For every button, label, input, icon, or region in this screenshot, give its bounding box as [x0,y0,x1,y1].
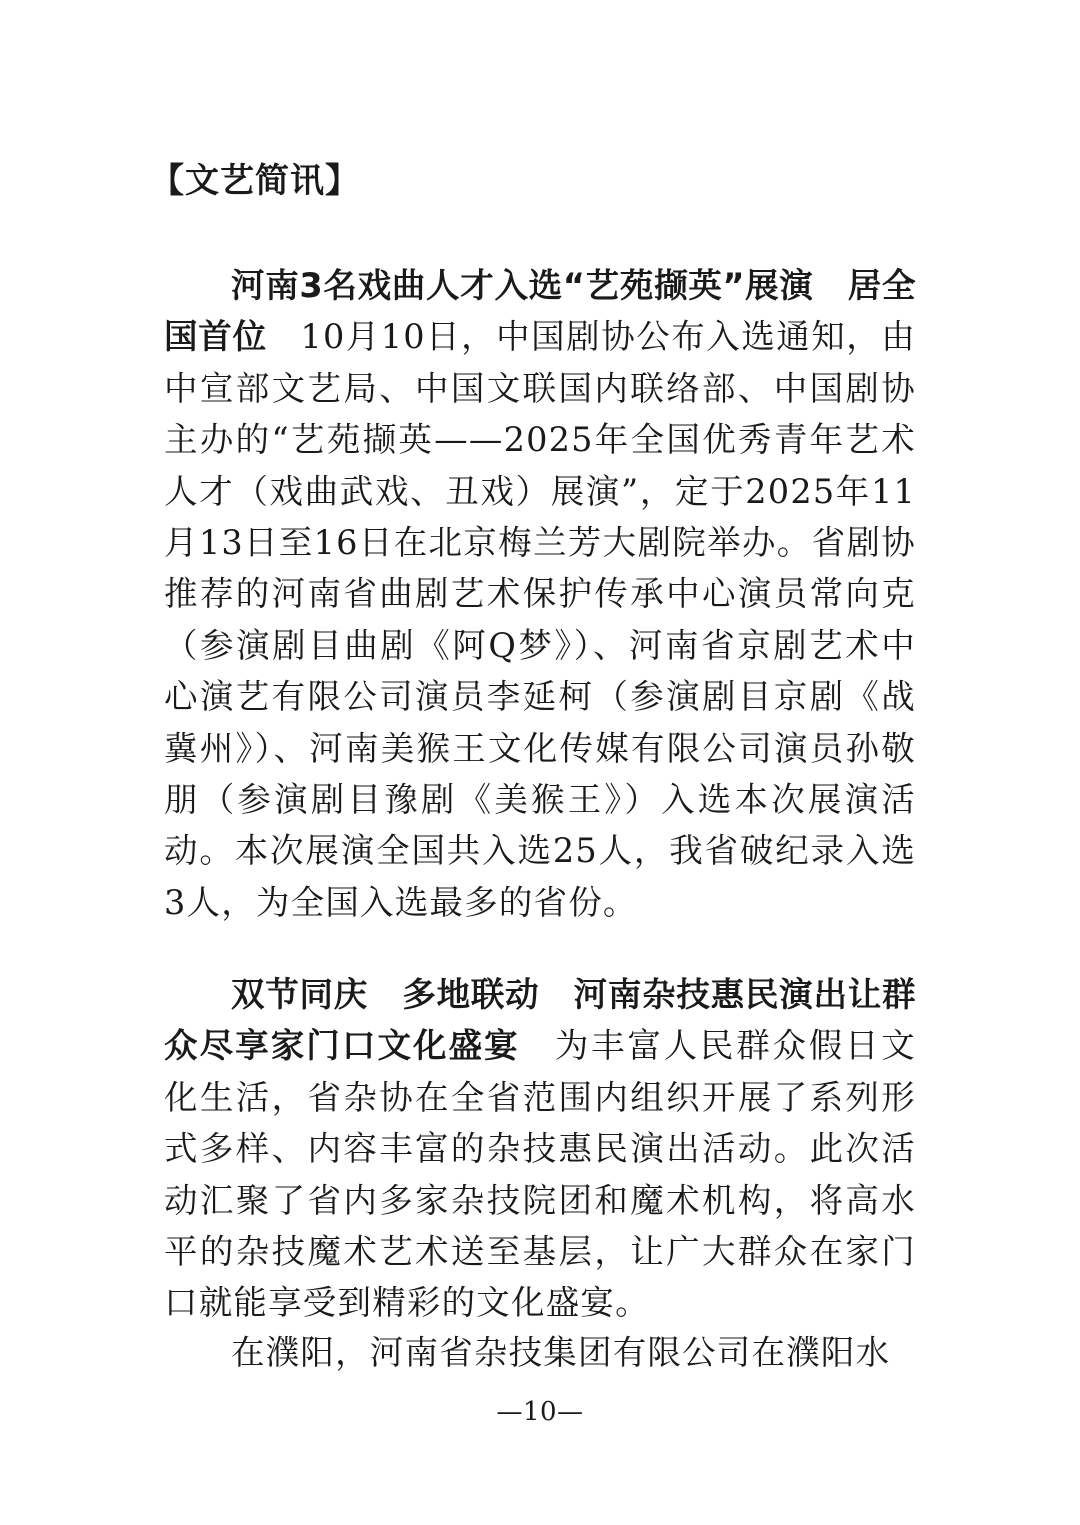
news-body-continuation: 在濮阳，河南省杂技集团有限公司在濮阳水 [231,1333,891,1372]
news-body: 为丰富人民群众假日文化生活，省杂协在全省范围内组织开展了系列形式多样、内容丰富的杂技惠民演出活动。此次活动汇聚了省内多家杂技院团和魔术机构，将高水平的杂技魔术艺术送至基层，让广大群众在家门口就能享受到精彩的文化盛宴。 [164,1026,916,1323]
section-header: 【文艺简讯】 [150,161,360,201]
news-headline: 河南3名戏曲人才入选“艺苑撷英”展演 居全国首位 [164,266,916,357]
news-body: 10月10日，中国剧协公布入选通知，由中宣部文艺局、中国文联国内联络部、中国剧协主办的“艺苑撷英——2025年全国优秀青年艺术人才（戏曲武戏、丑戏）展演”，定于2025年11月13日至16日在北京梅兰芳大剧院举办。省剧协推荐的河南省曲剧艺术保护传承中心演员常向克（参演剧目曲剧《阿Q梦》）、河南省京剧艺术中心演艺有限公司演员李延柯（参演剧目京剧《战冀州》）、河南美猴王文化传媒有限公司演员孙敬朋（参演剧目豫剧《美猴王》）入选本次展演活动。本次展演全国共入选25人，我省破纪录入选3人，为全国入选最多的省份。 [164,317,916,922]
page-number: —10— [496,1397,584,1427]
news-item-opera-talents [164,260,916,928]
news-item-acrobatics [164,969,916,1329]
news-headline: 双节同庆 多地联动 河南杂技惠民演出让群众尽享家门口文化盛宴 [164,975,916,1066]
